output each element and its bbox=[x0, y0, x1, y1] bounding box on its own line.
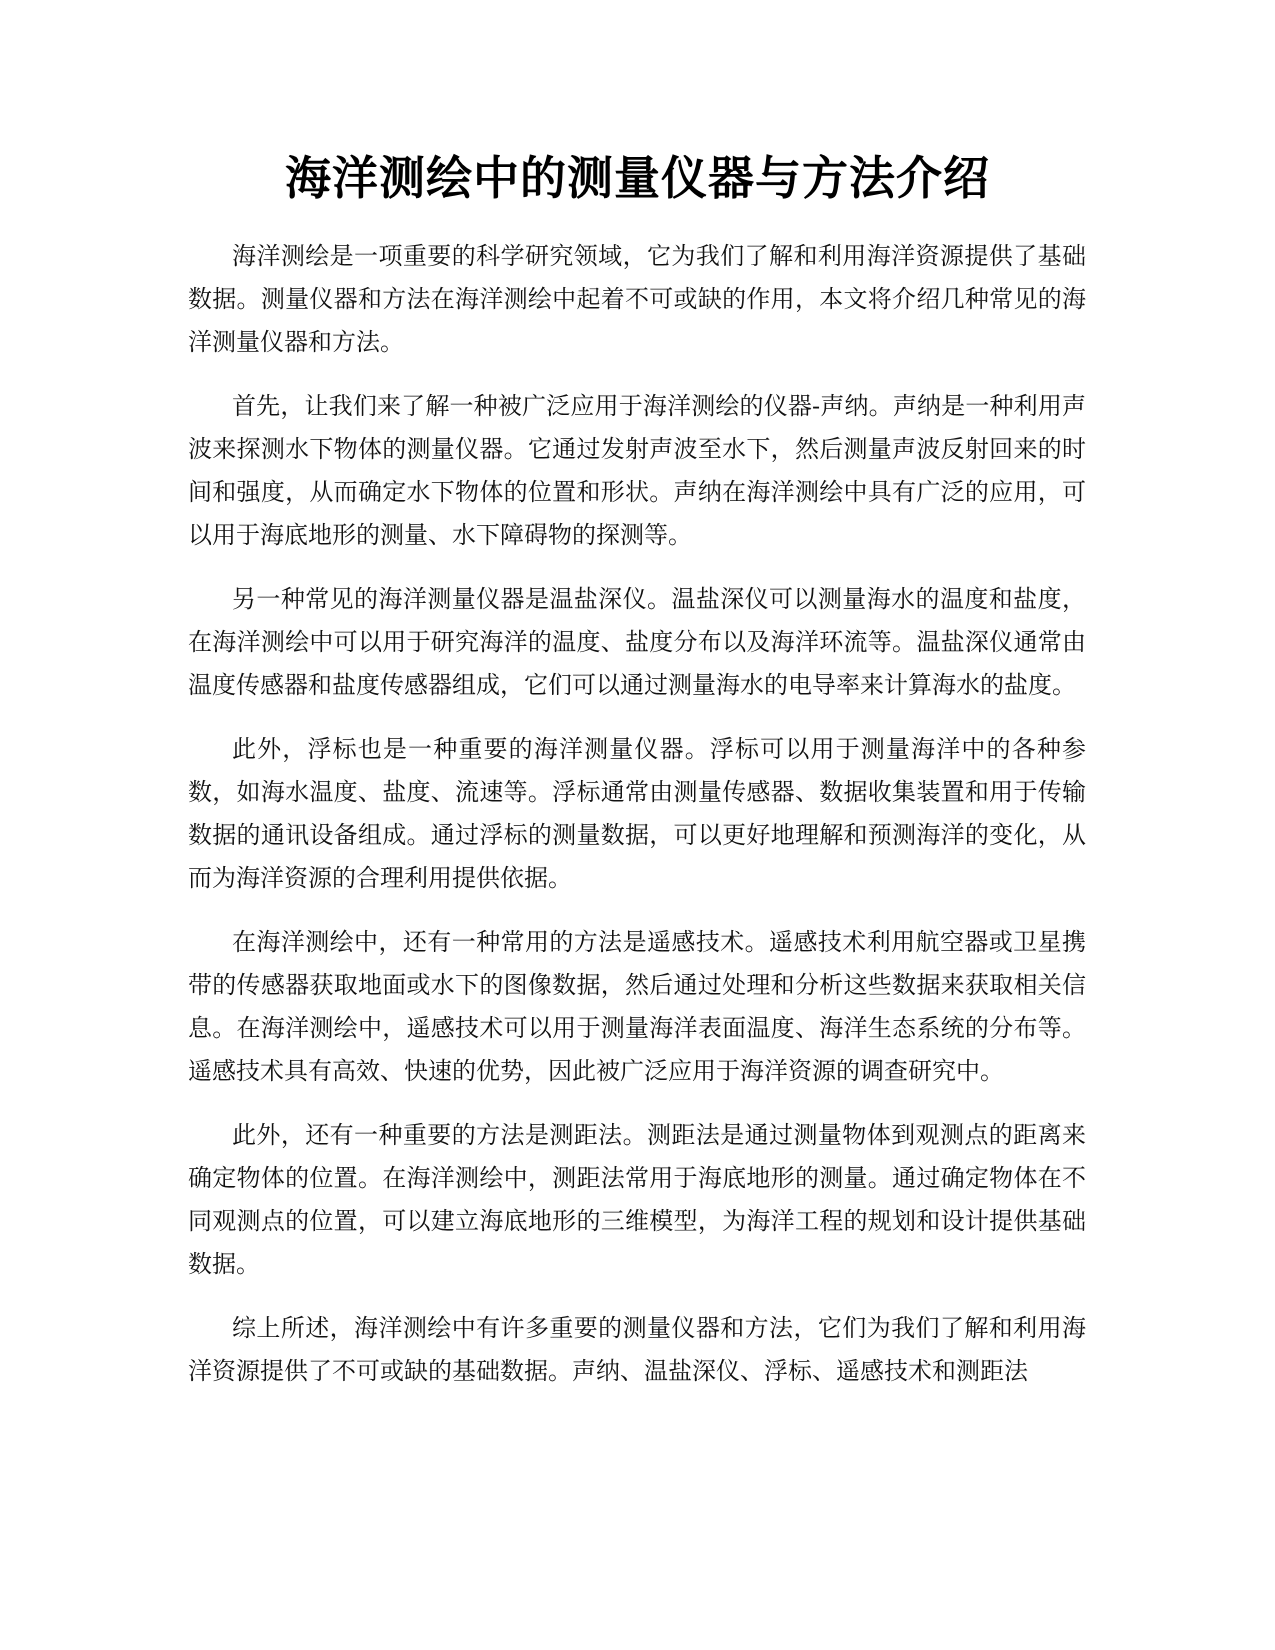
paragraph-ctd: 另一种常见的海洋测量仪器是温盐深仪。温盐深仪可以测量海水的温度和盐度，在海洋测绘中可以用于研究海洋的温度、盐度分布以及海洋环流等。温盐深仪通常由温度传感器和盐度传感器组成，它们可以通过测量海水的电导率来计算海水的盐度。 bbox=[188, 585, 1086, 699]
paragraph-buoy: 此外，浮标也是一种重要的海洋测量仪器。浮标可以用于测量海洋中的各种参数，如海水温度、盐度、流速等。浮标通常由测量传感器、数据收集装置和用于传输数据的通讯设备组成。通过浮标的测量数据，可以更好地理解和预测海洋的变化，从而为海洋资源的合理利用提供依据。 bbox=[188, 735, 1086, 892]
paragraph-remote-sensing: 在海洋测绘中，还有一种常用的方法是遥感技术。遥感技术利用航空器或卫星携带的传感器获取地面或水下的图像数据，然后通过处理和分析这些数据来获取相关信息。在海洋测绘中，遥感技术可以用于测量海洋表面温度、海洋生态系统的分布等。遥感技术具有高效、快速的优势，因此被广泛应用于海洋资源的调查研究中。 bbox=[188, 928, 1086, 1085]
paragraph-intro: 海洋测绘是一项重要的科学研究领域，它为我们了解和利用海洋资源提供了基础数据。测量仪器和方法在海洋测绘中起着不可或缺的作用，本文将介绍几种常见的海洋测量仪器和方法。 bbox=[188, 242, 1086, 356]
document-body bbox=[188, 235, 1086, 1414]
document-title: 海洋测绘中的测量仪器与方法介绍 bbox=[285, 151, 990, 205]
paragraph-ranging: 此外，还有一种重要的方法是测距法。测距法是通过测量物体到观测点的距离来确定物体的位置。在海洋测绘中，测距法常用于海底地形的测量。通过确定物体在不同观测点的位置，可以建立海底地形的三维模型，为海洋工程的规划和设计提供基础数据。 bbox=[188, 1121, 1086, 1278]
paragraph-summary: 综上所述，海洋测绘中有许多重要的测量仪器和方法，它们为我们了解和利用海洋资源提供了不可或缺的基础数据。声纳、温盐深仪、浮标、遥感技术和测距法 bbox=[188, 1314, 1086, 1385]
paragraph-sonar: 首先，让我们来了解一种被广泛应用于海洋测绘的仪器-声纳。声纳是一种利用声波来探测水下物体的测量仪器。它通过发射声波至水下，然后测量声波反射回来的时间和强度，从而确定水下物体的位置和形状。声纳在海洋测绘中具有广泛的应用，可以用于海底地形的测量、水下障碍物的探测等。 bbox=[188, 392, 1086, 549]
